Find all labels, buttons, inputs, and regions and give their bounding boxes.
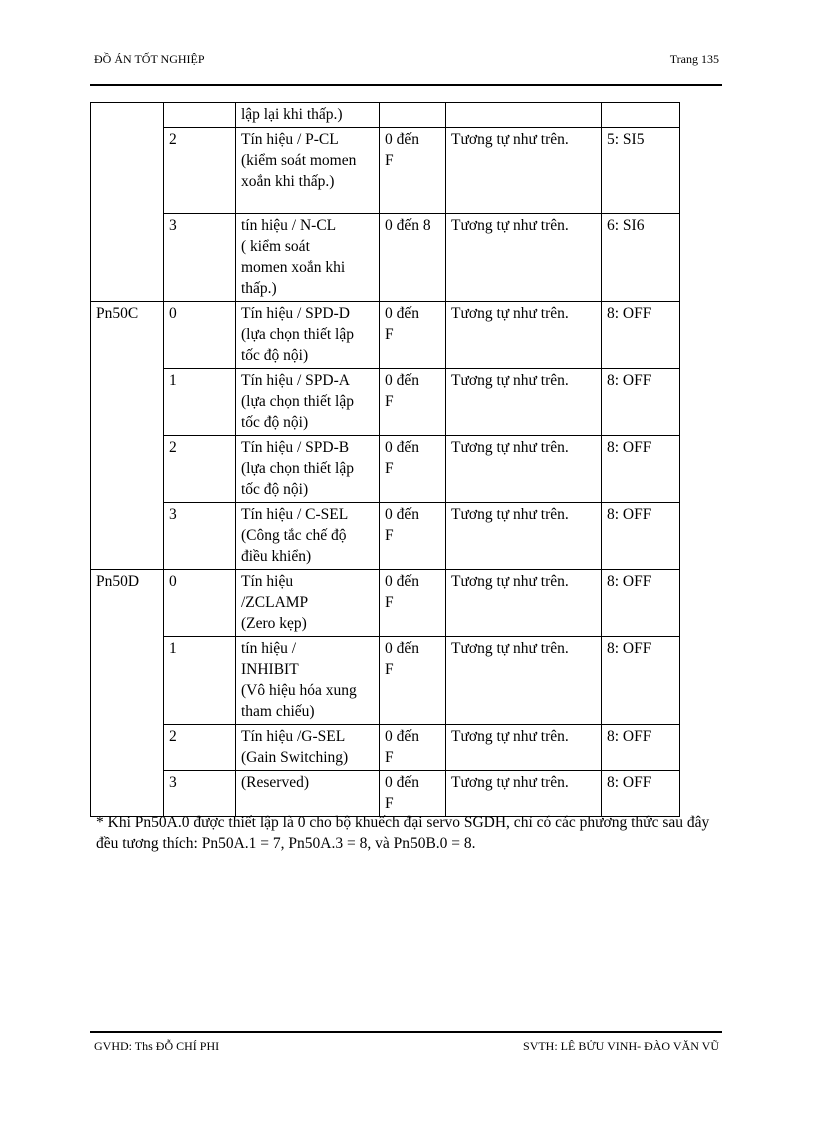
name-cell-line: Tín hiệu <box>241 573 294 590</box>
digit-cell <box>164 103 236 128</box>
table-row <box>91 369 680 436</box>
name-cell-line: (lựa chọn thiết lập <box>241 460 354 477</box>
name-cell-line: Tín hiệu / C-SEL <box>241 506 349 523</box>
parameter-table <box>90 102 680 817</box>
digit-cell: 0 <box>164 570 236 637</box>
description-cell: Tương tự như trên. <box>446 302 602 369</box>
range-cell <box>380 214 446 302</box>
range-cell <box>380 771 446 817</box>
footnote: * Khi Pn50A.0 được thiết lập là 0 cho bộ khuếch đại servo SGDH, chỉ có các phương thức sau đây đều tương thích: Pn50A.1 = 7, Pn50A.3 = 8, và Pn50B.0 = 8. <box>96 814 710 852</box>
name-cell-line: (lựa chọn thiết lập <box>241 393 354 410</box>
default-cell: 8: OFF <box>602 436 680 503</box>
name-cell-line: (kiểm soát momen <box>241 152 357 169</box>
digit-cell: 2 <box>164 128 236 214</box>
table-row <box>91 503 680 570</box>
digit-cell: 3 <box>164 214 236 302</box>
range-cell <box>380 128 446 214</box>
name-cell <box>236 214 380 302</box>
digit-cell: 2 <box>164 436 236 503</box>
range-cell-line: 0 đến <box>385 573 420 590</box>
description-cell: Tương tự như trên. <box>446 128 602 214</box>
range-cell-line: 0 đến <box>385 640 420 657</box>
name-cell-line: /ZCLAMP <box>241 594 309 611</box>
name-cell-line: xoắn khi thấp.) <box>241 173 335 190</box>
range-cell-line: F <box>385 460 394 477</box>
name-cell-line: INHIBIT <box>241 661 299 678</box>
table-row <box>91 771 680 817</box>
range-cell-line: 0 đến 8 <box>385 217 431 234</box>
name-cell <box>236 503 380 570</box>
digit-cell: 1 <box>164 369 236 436</box>
range-cell-line: F <box>385 152 394 169</box>
default-cell <box>602 103 680 128</box>
description-cell: Tương tự như trên. <box>446 214 602 302</box>
name-cell <box>236 570 380 637</box>
name-cell-line: (Vô hiệu hóa xung <box>241 682 357 699</box>
name-cell-line: tốc độ nội) <box>241 481 309 498</box>
name-cell-line: (Gain Switching) <box>241 749 349 766</box>
name-cell <box>236 302 380 369</box>
range-cell-line: F <box>385 661 394 678</box>
default-cell: 8: OFF <box>602 725 680 771</box>
name-cell-line: Tín hiệu /G-SEL <box>241 728 346 745</box>
range-cell <box>380 503 446 570</box>
name-cell-line: điều khiển) <box>241 548 312 565</box>
table-row <box>91 128 680 214</box>
name-cell <box>236 725 380 771</box>
name-cell <box>236 128 380 214</box>
range-cell <box>380 570 446 637</box>
name-cell-line: Tín hiệu / SPD-D <box>241 305 350 322</box>
description-cell: Tương tự như trên. <box>446 637 602 725</box>
name-cell-line: Tín hiệu / SPD-B <box>241 439 350 456</box>
name-cell-line: (Reserved) <box>241 774 309 791</box>
table-row <box>91 436 680 503</box>
default-cell: 8: OFF <box>602 570 680 637</box>
range-cell-line: F <box>385 326 394 343</box>
range-cell-line: 0 đến <box>385 728 420 745</box>
table-row <box>91 570 680 637</box>
header-divider <box>90 84 722 86</box>
range-cell-line: F <box>385 594 394 611</box>
default-cell: 8: OFF <box>602 369 680 436</box>
footer-advisor: GVHD: Ths ĐỖ CHÍ PHI <box>94 1039 220 1053</box>
name-cell <box>236 369 380 436</box>
range-cell-line: 0 đến <box>385 774 420 791</box>
range-cell <box>380 436 446 503</box>
default-cell: 8: OFF <box>602 302 680 369</box>
description-cell: Tương tự như trên. <box>446 570 602 637</box>
description-cell: Tương tự như trên. <box>446 725 602 771</box>
header-title: ĐỒ ÁN TỐT NGHIỆP <box>94 52 205 66</box>
table-row <box>91 725 680 771</box>
range-cell <box>380 725 446 771</box>
name-cell <box>236 103 380 128</box>
name-cell-line: thấp.) <box>241 280 277 297</box>
name-cell-line: momen xoắn khi <box>241 259 346 276</box>
name-cell-line: tín hiệu / N-CL <box>241 217 337 234</box>
digit-cell: 1 <box>164 637 236 725</box>
description-cell: Tương tự như trên. <box>446 436 602 503</box>
table-row <box>91 302 680 369</box>
range-cell-line: 0 đến <box>385 439 420 456</box>
name-cell-line: (Zero kẹp) <box>241 615 307 632</box>
name-cell-line: ( kiểm soát <box>241 238 310 255</box>
name-cell-line: lập lại khi thấp.) <box>241 106 343 123</box>
range-cell-line: F <box>385 393 394 410</box>
digit-cell: 3 <box>164 771 236 817</box>
footer-divider <box>90 1031 722 1033</box>
range-cell <box>380 637 446 725</box>
default-cell: 8: OFF <box>602 771 680 817</box>
range-cell-line: 0 đến <box>385 305 420 322</box>
digit-cell: 0 <box>164 302 236 369</box>
name-cell <box>236 436 380 503</box>
range-cell-line: 0 đến <box>385 506 420 523</box>
digit-cell: 2 <box>164 725 236 771</box>
name-cell-line: tín hiệu / <box>241 640 297 657</box>
default-cell: 8: OFF <box>602 637 680 725</box>
range-cell-line: F <box>385 527 394 544</box>
page-number: Trang 135 <box>669 52 719 66</box>
table-row <box>91 214 680 302</box>
table-row <box>91 637 680 725</box>
range-cell-line: F <box>385 749 394 766</box>
digit-cell: 3 <box>164 503 236 570</box>
description-cell: Tương tự như trên. <box>446 503 602 570</box>
default-cell: 8: OFF <box>602 503 680 570</box>
range-cell <box>380 369 446 436</box>
name-cell-line: tham chiếu) <box>241 703 315 720</box>
range-cell-line: 0 đến <box>385 372 420 389</box>
range-cell-line: F <box>385 795 394 812</box>
parameter-cell: Pn50D <box>91 570 164 817</box>
range-cell-line: 0 đến <box>385 131 420 148</box>
name-cell <box>236 771 380 817</box>
default-cell: 5: SI5 <box>602 128 680 214</box>
name-cell-line: Tín hiệu / SPD-A <box>241 372 350 389</box>
parameter-cell <box>91 103 164 302</box>
name-cell-line: Tín hiệu / P-CL <box>241 131 339 148</box>
name-cell-line: (lựa chọn thiết lập <box>241 326 354 343</box>
default-cell: 6: SI6 <box>602 214 680 302</box>
range-cell <box>380 103 446 128</box>
footer-students: SVTH: LÊ BỬU VINH- ĐÀO VĂN VŨ <box>523 1039 719 1053</box>
description-cell <box>446 103 602 128</box>
range-cell <box>380 302 446 369</box>
description-cell: Tương tự như trên. <box>446 771 602 817</box>
parameter-table-body <box>91 103 680 817</box>
name-cell-line: tốc độ nội) <box>241 347 309 364</box>
table-row <box>91 103 680 128</box>
description-cell: Tương tự như trên. <box>446 369 602 436</box>
name-cell <box>236 637 380 725</box>
name-cell-line: (Công tắc chế độ <box>241 527 347 544</box>
parameter-cell: Pn50C <box>91 302 164 570</box>
name-cell-line: tốc độ nội) <box>241 414 309 431</box>
